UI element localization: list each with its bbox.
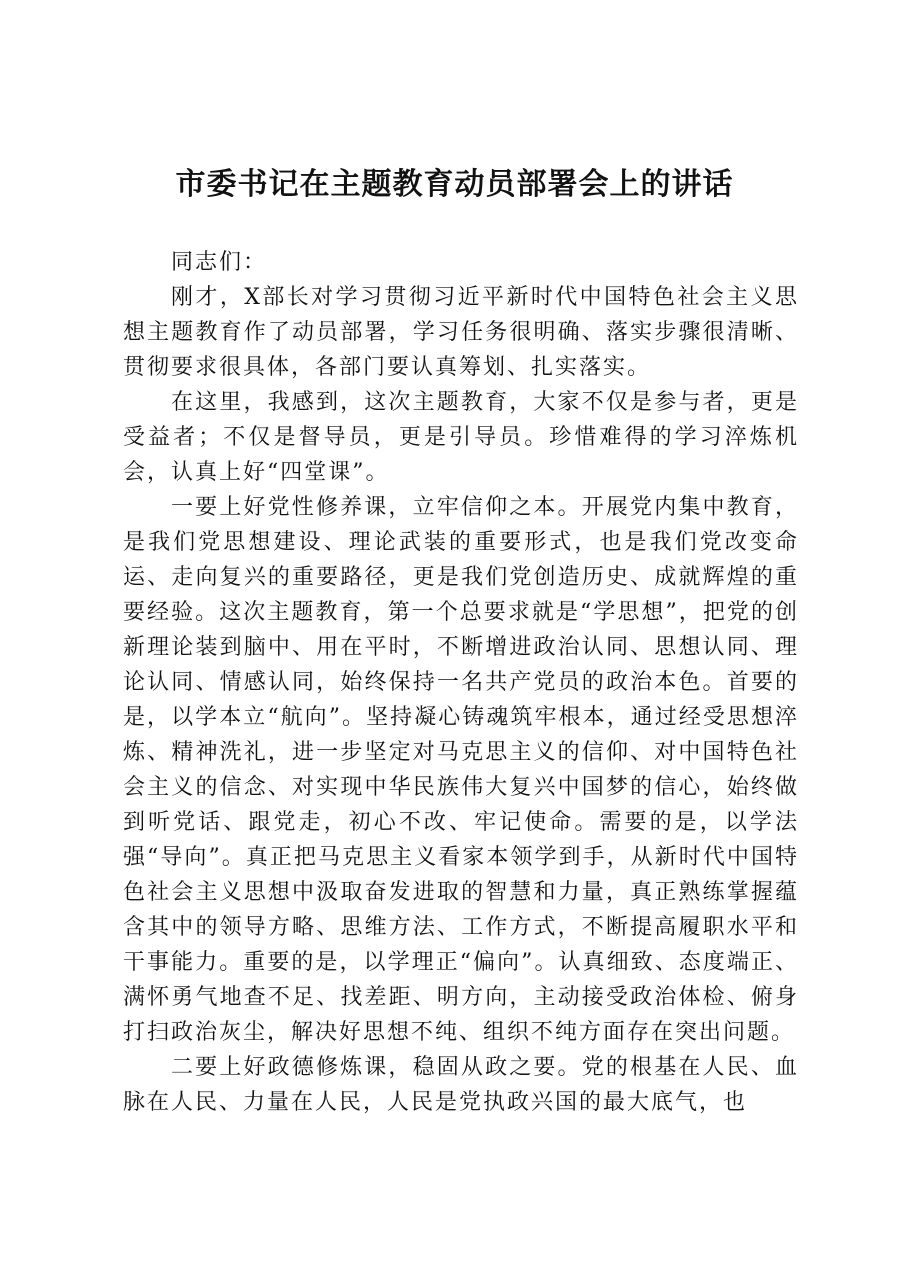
paragraph-intro: 在这里，我感到，这次主题教育，大家不仅是参与者，更是受益者；不仅是督导员，更是引导员。珍惜难得的学习淬炼机会，认真上好“四堂课”。: [123, 390, 799, 485]
document-body: [123, 245, 799, 1120]
paragraph-first-lesson: 一要上好党性修养课，立牢信仰之本。开展党内集中教育，是我们党思想建设、理论武装的重要形式，也是我们党改变命运、走向复兴的重要路径，更是我们党创造历史、成就辉煌的重要经验。这次主题教育，第一个总要求就是“学思想”，把党的创新理论装到脑中、用在平时，不断增进政治认同、思想认同、理论认同、情感认同，始终保持一名共产党员的政治本色。首要的是，以学本立“航向”。坚持凝心铸魂筑牢根本，通过经受思想淬炼、精神洗礼，进一步坚定对马克思主义的信仰、对中国特色社会主义的信念、对实现中华民族伟大复兴中国梦的信心，始终做到听党话、跟党走，初心不改、牢记使命。需要的是，以学法强“导向”。真正把马克思主义看家本领学到手，从新时代中国特色社会主义思想中汲取奋发进取的智慧和力量，真正熟练掌握蕴含其中的领导方略、思维方法、工作方式，不断提高履职水平和干事能力。重要的是，以学理正“偏向”。认真细致、态度端正、满怀勇气地查不足、找差距、明方向，主动接受政治体检、俯身打扫政治灰尘，解决好思想不纯、组织不纯方面存在突出问题。: [123, 495, 799, 1045]
document-title: 市委书记在主题教育动员部署会上的讲话: [175, 167, 734, 202]
paragraph-opening: 刚才，X部长对学习贯彻习近平新时代中国特色社会主义思想主题教育作了动员部署，学习任务很明确、落实步骤很清晰、贯彻要求很具体，各部门要认真筹划、扎实落实。: [123, 285, 799, 380]
paragraph-second-lesson: 二要上好政德修炼课，稳固从政之要。党的根基在人民、血脉在人民、力量在人民，人民是党执政兴国的最大底气，也: [123, 1055, 799, 1115]
paragraph-salutation: 同志们：: [171, 250, 268, 275]
